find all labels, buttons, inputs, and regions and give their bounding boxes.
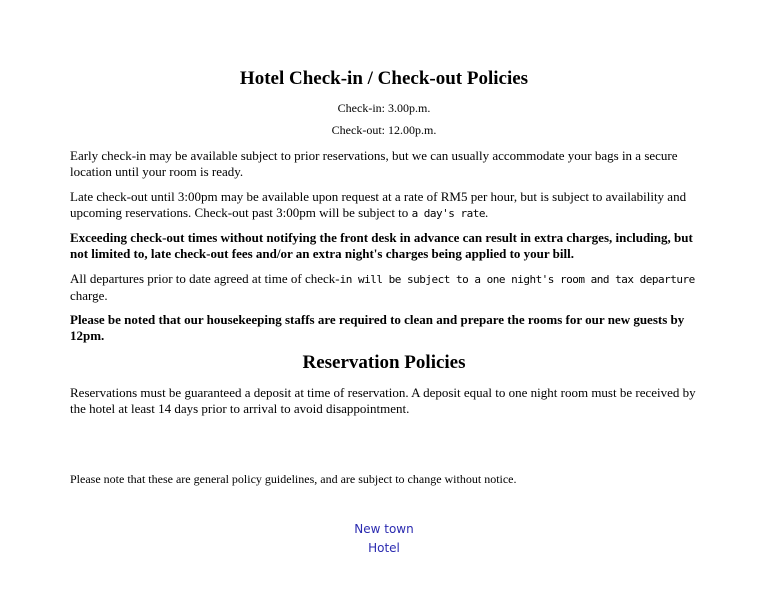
disclaimer-note: Please note that these are general policy guidelines, and are subject to change without notice. xyxy=(70,472,517,486)
departures-text: All departures prior to date agreed at time of check- xyxy=(70,271,340,286)
day-rate-text: a day's rate xyxy=(411,207,486,220)
footer-line-1: New town xyxy=(354,522,414,536)
departures-paragraph xyxy=(70,271,710,304)
late-checkout-paragraph xyxy=(70,189,710,222)
page-title: Hotel Check-in / Check-out Policies xyxy=(239,68,529,89)
late-checkout-text: Late check-out until 3:00pm may be available upon request at a rate of RM5 per hour, but is subject to availability and upcoming reservations. Check-out past 3:00pm will be subject to xyxy=(70,189,687,220)
housekeeping-paragraph: Please be noted that our housekeeping staffs are required to clean and prepare the rooms for our new guests by 12pm. xyxy=(70,312,685,343)
departures-end: charge. xyxy=(70,288,108,303)
reservation-heading: Reservation Policies xyxy=(302,352,466,373)
checkin-time: Check-in: 3.00p.m. xyxy=(337,101,431,115)
hotel-footer xyxy=(0,520,768,558)
footer-line-2: Hotel xyxy=(368,541,400,555)
exceeding-checkout-paragraph: Exceeding check-out times without notifying the front desk in advance can result in extra charges, including, but not limited to, late check-out fees and/or an extra night's charges being applied to your bill. xyxy=(70,230,693,261)
checkout-time: Check-out: 12.00p.m. xyxy=(331,123,437,137)
late-checkout-end: . xyxy=(485,205,489,220)
departures-charge-text: in will be subject to a one night's room and tax departure xyxy=(339,273,695,286)
reservation-paragraph: Reservations must be guaranteed a deposit at time of reservation. A deposit equal to one night room must be received by the hotel at least 14 days prior to arrival to avoid disappointment. xyxy=(70,385,696,416)
early-checkin-paragraph: Early check-in may be available subject to prior reservations, but we can usually accommodate your bags in a secure location until your room is ready. xyxy=(70,148,678,179)
